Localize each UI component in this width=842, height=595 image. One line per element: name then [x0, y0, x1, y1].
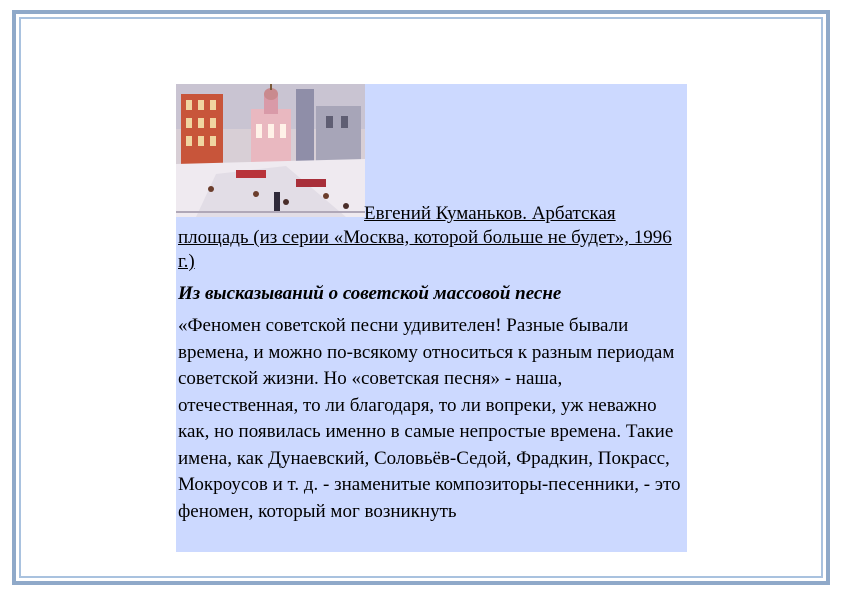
painting-caption	[178, 202, 683, 274]
quote-paragraph: «Феномен советской песни удивителен! Разные бывали времена, и можно по-всякому относиться к разным периодам советской жизни. Но «советская песня» - наша, отечественная, то ли благодаря, то ли вопреки, уж неважно как, но появилась именно в самые непростые времена. Такие имена, как Дунаевский, Соловьёв-Седой, Фрадкин, Покрасс, Мокроусов и т. д. - знаменитые композиторы-песенники, - это феномен, который мог возникнуть	[178, 315, 681, 522]
section-heading: Из высказываний о советской массовой песне	[178, 283, 562, 304]
arbat-square-painting	[176, 84, 365, 217]
caption-text: Евгений Куманьков. Арбатская площадь (из серии «Москва, которой больше не будет», 1996 г.)	[178, 203, 672, 272]
content-panel	[176, 84, 687, 552]
